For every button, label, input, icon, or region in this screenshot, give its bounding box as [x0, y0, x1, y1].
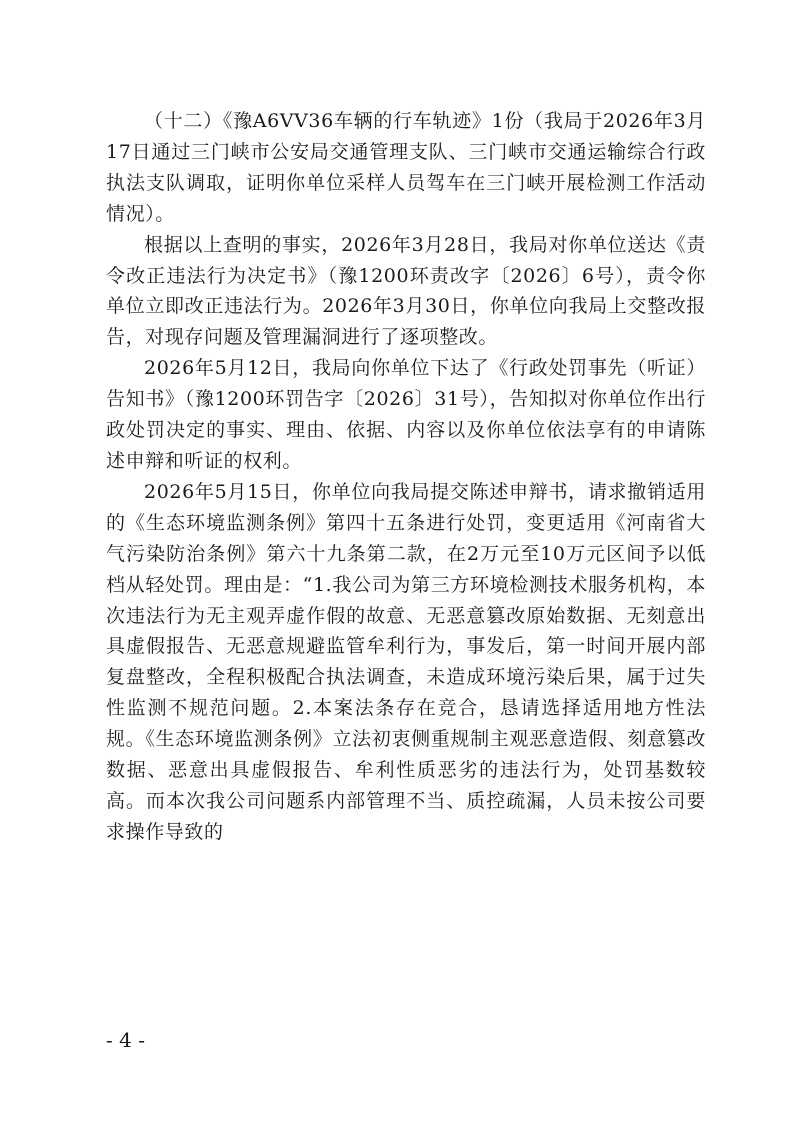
paragraph-notice: 2026年5月12日，我局向你单位下达了《行政处罚事先（听证）告知书》（豫1200环罚告字〔2026〕31号），告知拟对你单位作出行政处罚决定的事实、理由、依据、内容以及你单位依法享有的申请陈述申辩和听证的权利。	[106, 357, 706, 472]
page-number: - 4 -	[106, 1028, 145, 1052]
paragraph-rectification: 根据以上查明的事实，2026年3月28日，我局对你单位送达《责令改正违法行为决定书》（豫1200环责改字〔2026〕6号），责令你单位立即改正违法行为。2026年3月30日，你单位向我局上交整改报告，对现存问题及管理漏洞进行了逐项整改。	[106, 233, 706, 349]
body-text	[106, 106, 706, 848]
paragraph-evidence-12: （十二）《豫A6VV36车辆的行车轨迹》1份（我局于2026年3月17日通过三门峡市公安局交通管理支队、三门峡市交通运输综合行政执法支队调取，证明你单位采样人员驾车在三门峡开展检测工作活动情况）。	[106, 110, 706, 225]
paragraph-defense: 2026年5月15日，你单位向我局提交陈述申辩书，请求撤销适用的《生态环境监测条例》第四十五条进行处罚，变更适用《河南省大气污染防治条例》第六十九条第二款，在2万元至10万元区间予以低档从轻处罚。理由是：“1.我公司为第三方环境检测技术服务机构，本次违法行为无主观弄虚作假的故意、无恶意篡改原始数据、无刻意出具虚假报告、无恶意规避监管牟利行为，事发后，第一时间开展内部复盘整改，全程积极配合执法调查，未造成环境污染后果，属于过失性监测不规范问题。2.本案法条存在竞合，恳请选择适用地方性法规。《生态环境监测条例》立法初衷侧重规制主观恶意造假、刻意篡改数据、恶意出具虚假报告、牟利性质恶劣的违法行为，处罚基数较高。而本次我公司问题系内部管理不当、质控疏漏，人员未按公司要求操作导致的	[106, 480, 706, 843]
